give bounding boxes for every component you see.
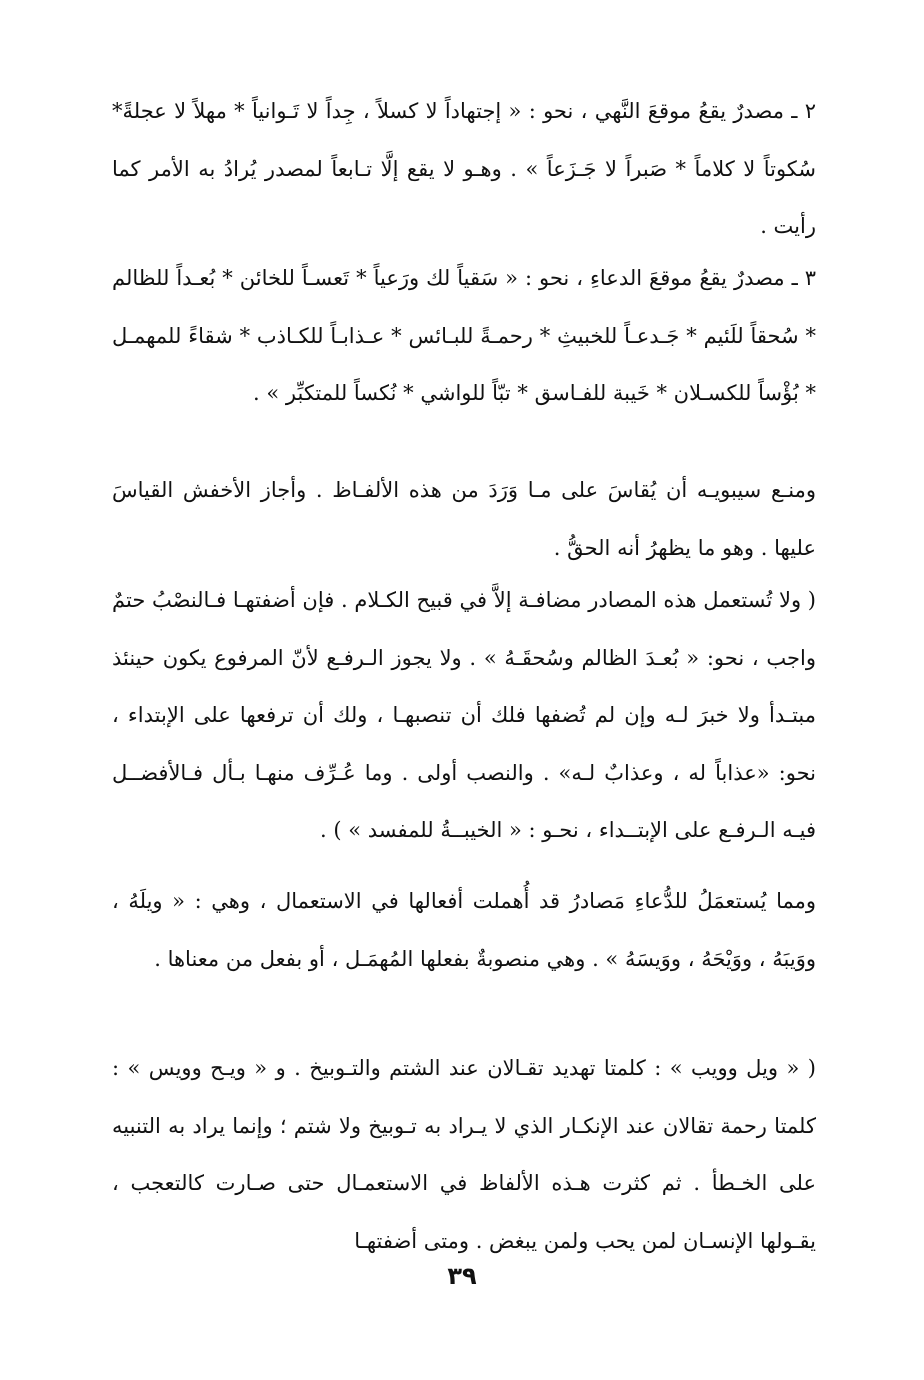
paragraph-masdar-nahy: ٢ ـ مصدرٌ يقعُ موقعَ النَّهي ، نحو : « إجتهاداً لا كسلاً ، جِداً لا تَـوانياً * مهلاً لا عجلةً* سُكوتاً لا كلاماً * صَبراً لا جَـزَعاً » . وهـو لا يقع إلَّا تـابعاً لمصدر يُرادُ به الأمر كما رأيت . xyxy=(112,99,816,238)
paragraph-idafa-note: ( ولا تُستعمل هذه المصادر مضافـة إلاَّ في قبيح الكـلام . فإن أضفتهـا فـالنصْبُ حتمٌ واجب ، نحو: « بُعـدَ الظالم وسُحقَـهُ » . ولا يجوز الـرفـع لأنّ المرفوع يكون حينئذ مبتـدأ ولا خبرَ لـه وإن لم تُضفها فلك أن تنصبهـا ، ولك أن ترفعها على الإبتداء ، نحو: «عذاباً له ، وعذابٌ لـه» . والنصب أولى . وما عُـرِّف منهـا بـأل فـالأفضــل فيـه الـرفـع على الإبتــداء ، نحـو : « الخيبــةُ للمفسد » ) . xyxy=(112,588,816,842)
paragraph-masdar-duaa: ٣ ـ مصدرٌ يقعُ موقعَ الدعاءِ ، نحو : « سَقياً لك ورَعياً * تَعسـاً للخائن * بُعـداً للظالم * سُحقاً للَئيم * جَـدعـاً للخبيثِ * رحمـةً للبـائس * عـذابـاً للكـاذب * شقاءً للمهمـل * بُؤْساً للكسـلان * خَيبة للفـاسق * تبّاً للواشي * نُكساً للمتكبِّر » . xyxy=(112,266,816,405)
paragraph-wayl-wayh: ومما يُستعمَلُ للدُّعاءِ مَصادرُ قد أُهملت أفعالها في الاستعمال ، وهي : « ويلَهُ ، ووَيبَهُ ، ووَيْحَهُ ، ووَيسَهُ » . وهي منصوبةٌ بفعلها المُهمَـل ، أو بفعل من معناها . xyxy=(112,889,816,971)
paragraph-tahdid-rahma-note: ( « ويل وويب » : كلمتا تهديد تقـالان عند الشتم والتـوبيخ . و « ويـح وويس » : كلمتا رحمة تقالان عند الإنكـار الذي لا يـراد به تـوبيخ ولا شتم ؛ وإنما يراد به التنبيه على الخـطأ . ثم كثرت هـذه الألفاظ في الاستعمـال حتى صـارت كالتعجب ، يقـولها الإنسـان لمن يحب ولمن يبغض . ومتى أضفتهـا xyxy=(112,1056,816,1253)
paragraph-sibawayh-akhfash: ومنـع سيبويـه أن يُقاسَ على مـا وَرَدَ من هذه الألفـاظ . وأجاز الأخفش القياسَ عليها . وهو ما يظهرُ أنه الحقُّ . xyxy=(112,478,816,560)
page-number: ٣٩ xyxy=(447,1262,477,1290)
